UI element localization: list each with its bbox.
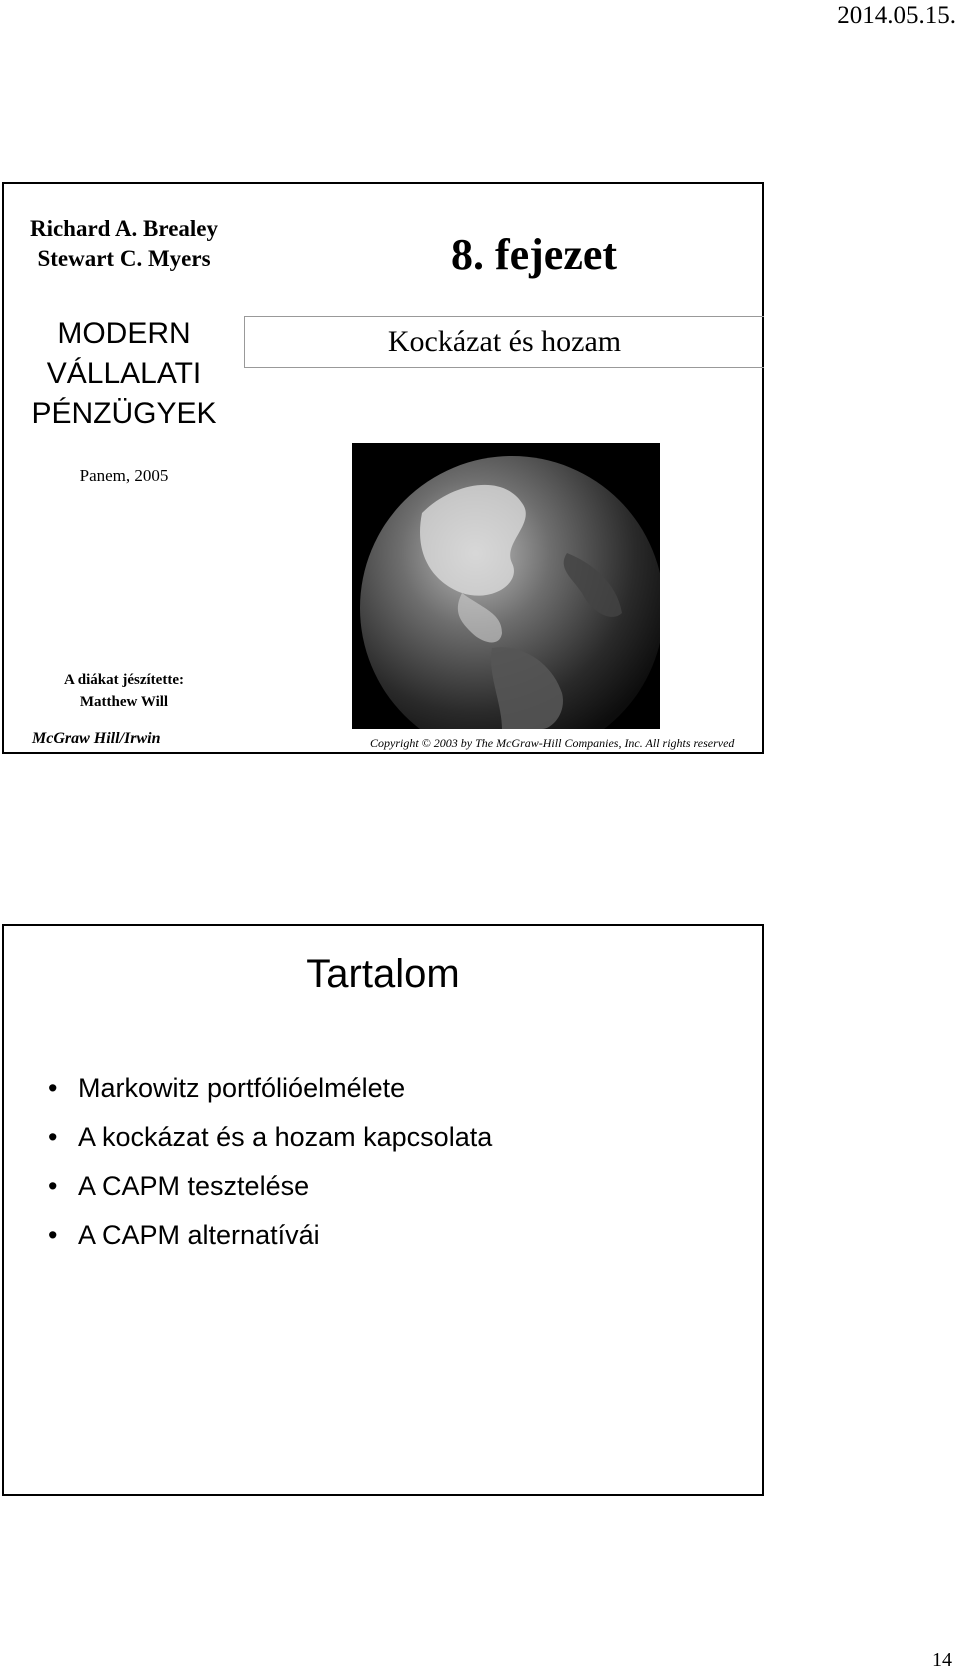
prepared-by-label: A diákat jészítette: [64, 672, 184, 688]
page-number: 14 [932, 1649, 952, 1671]
globe-icon [352, 443, 660, 729]
publisher: Panem, 2005 [79, 466, 169, 485]
list-item: • Markowitz portfólióelmélete [48, 1064, 492, 1113]
book-title-line: VÁLLALATI [46, 357, 202, 390]
author-name: Richard A. Brealey [29, 216, 219, 241]
list-item: • A CAPM alternatívái [48, 1211, 492, 1260]
list-item: • A CAPM tesztelése [48, 1162, 492, 1211]
divider [4, 752, 274, 754]
chapter-title: 8. fejezet [450, 230, 618, 279]
copyright-notice: Copyright © 2003 by The McGraw-Hill Companies, Inc. All rights reserved [370, 736, 735, 750]
publisher-imprint: McGraw Hill/Irwin [32, 730, 161, 747]
authors [4, 214, 244, 274]
page-date: 2014.05.15. [837, 2, 956, 29]
chapter-subtitle: Kockázat és hozam [244, 316, 764, 368]
contents-title: Tartalom [306, 952, 460, 996]
book-title-line: PÉNZÜGYEK [31, 397, 217, 430]
author-name: Stewart C. Myers [37, 246, 211, 271]
prepared-by-name: Matthew Will [79, 694, 169, 710]
book-title-line: MODERN [57, 317, 191, 350]
book-title [4, 314, 244, 434]
contents-list [48, 1064, 492, 1260]
contents-slide [2, 924, 764, 1496]
list-item: • A kockázat és a hozam kapcsolata [48, 1113, 492, 1162]
globe-image [352, 443, 660, 729]
title-slide [2, 182, 764, 754]
